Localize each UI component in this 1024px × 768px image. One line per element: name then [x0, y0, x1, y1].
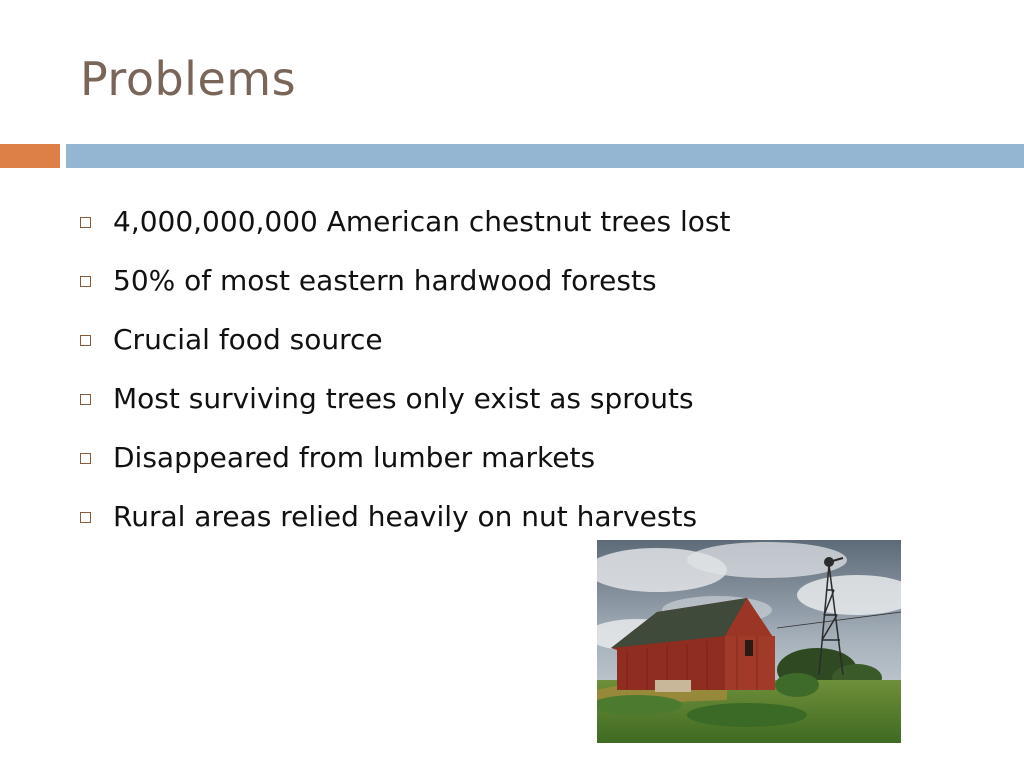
bullet-text: Most surviving trees only exist as sprouts: [113, 382, 694, 415]
square-bullet-icon: [80, 276, 91, 287]
bullet-item: [80, 192, 731, 251]
bullet-text: Rural areas relied heavily on nut harvests: [113, 500, 698, 533]
bullet-text: Crucial food source: [113, 323, 383, 356]
accent-bar-blue: [66, 144, 1024, 168]
bullet-item: [80, 310, 731, 369]
bullet-item: [80, 428, 731, 487]
slide-title: Problems: [80, 52, 297, 106]
bullet-item: [80, 251, 731, 310]
accent-bar-orange: [0, 144, 60, 168]
bullet-list: [80, 192, 731, 546]
barn-photo: [597, 540, 901, 743]
square-bullet-icon: [80, 217, 91, 228]
bullet-text: 4,000,000,000 American chestnut trees lost: [113, 205, 731, 238]
square-bullet-icon: [80, 394, 91, 405]
square-bullet-icon: [80, 335, 91, 346]
bullet-text: 50% of most eastern hardwood forests: [113, 264, 657, 297]
bullet-text: Disappeared from lumber markets: [113, 441, 596, 474]
square-bullet-icon: [80, 453, 91, 464]
bullet-item: [80, 369, 731, 428]
bullet-item: [80, 487, 731, 546]
square-bullet-icon: [80, 512, 91, 523]
